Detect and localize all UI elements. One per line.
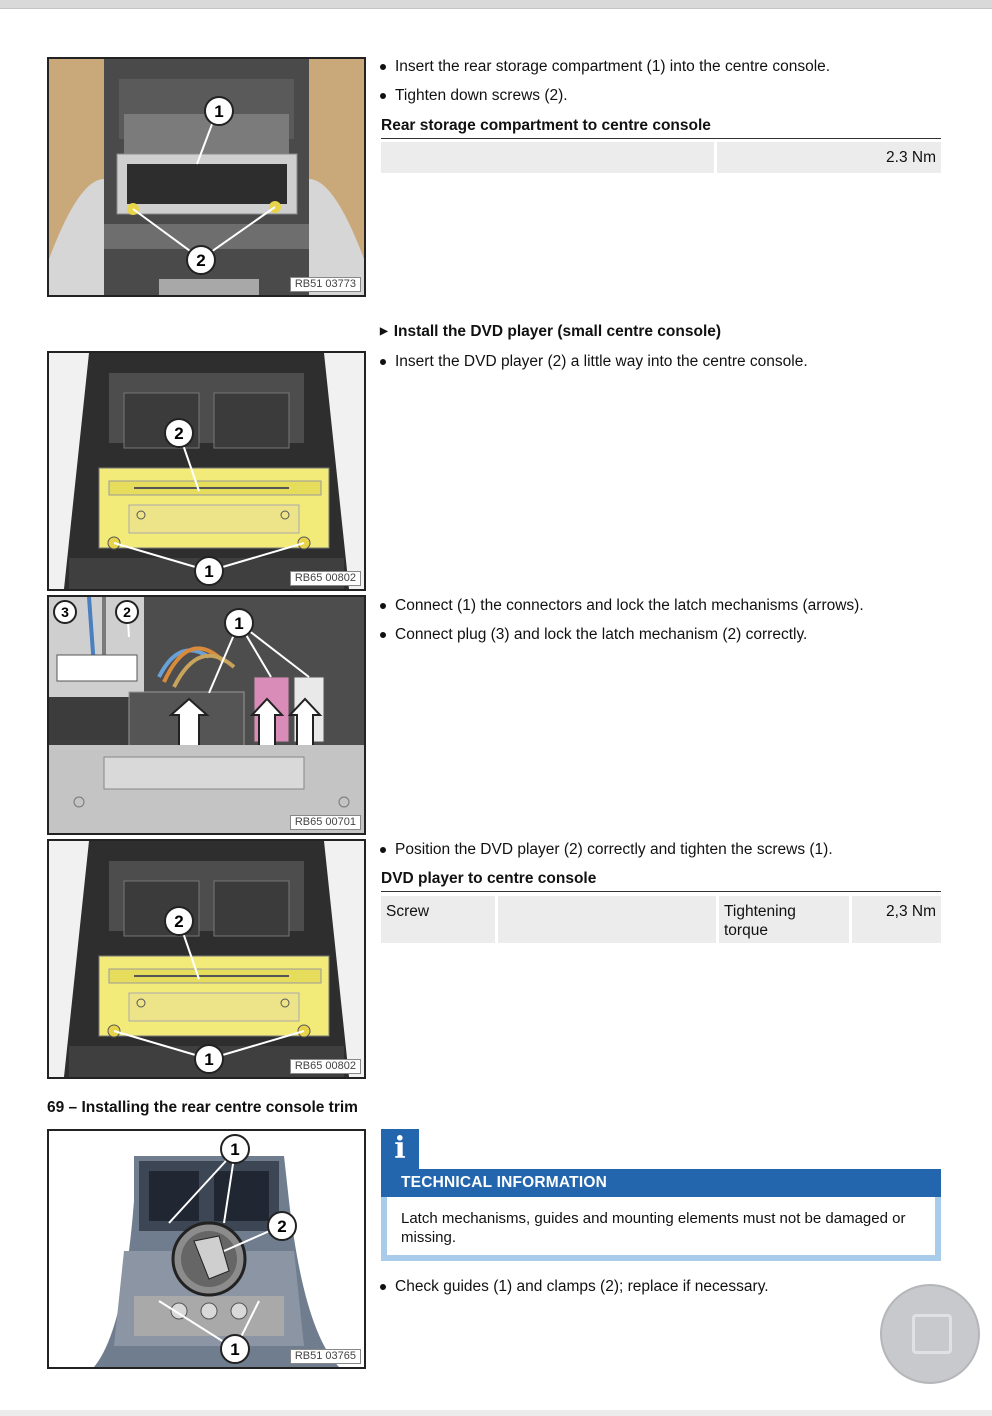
rear-storage-illustration (49, 59, 364, 295)
table-cell-label: Tightening torque (719, 896, 849, 943)
dvd-torque-table-title: DVD player to centre console (381, 869, 941, 892)
position-dvd-instructions (380, 840, 940, 859)
book-icon (912, 1314, 952, 1354)
technical-information-box (381, 1129, 941, 1262)
dvd-install-instructions (380, 352, 940, 371)
dvd-install-heading (380, 322, 721, 341)
callout-1-label: 1 (204, 562, 214, 581)
torque-value: 2.3 Nm (717, 142, 941, 173)
info-title: TECHNICAL INFORMATION (381, 1169, 941, 1197)
callout-3-label: 3 (61, 604, 69, 620)
figure-ref: RB65 00802 (290, 1059, 361, 1074)
callout-1-label: 1 (204, 1050, 214, 1069)
floating-action-button[interactable] (880, 1284, 980, 1384)
section-title: 69 – Installing the rear centre console trim (47, 1099, 358, 1116)
rear-storage-instructions (380, 57, 940, 105)
connectors-illustration (49, 597, 364, 833)
info-icon: i (381, 1129, 419, 1169)
connectors-instructions (380, 596, 940, 644)
figure-rear-storage (47, 57, 366, 297)
callout-1-label: 1 (214, 102, 224, 121)
trim-check-instructions (380, 1277, 940, 1296)
torque-table-title: Rear storage compartment to centre console (381, 116, 941, 139)
figure-ref: RB65 00802 (290, 571, 361, 586)
figure-console-trim (47, 1129, 366, 1369)
instruction-bullet: Check guides (1) and clamps (2); replace if necessary. (380, 1277, 940, 1296)
figure-ref: RB65 00701 (290, 815, 361, 830)
instruction-bullet: Connect (1) the connectors and lock the latch mechanisms (arrows). (380, 596, 940, 615)
torque-cell-empty (381, 142, 714, 173)
callout-2-label: 2 (196, 251, 206, 270)
table-cell-part: Screw (381, 896, 495, 943)
instruction-bullet: Tighten down screws (2). (380, 86, 940, 105)
table-cell-value: 2,3 Nm (852, 896, 941, 943)
callout-2-label: 2 (123, 604, 131, 620)
figure-ref: RB51 03773 (290, 277, 361, 292)
info-text: Latch mechanisms, guides and mounting elements must not be damaged or missing. (381, 1197, 941, 1261)
figure-ref: RB51 03765 (290, 1349, 361, 1364)
top-scroll-bar (0, 0, 992, 9)
instruction-bullet: Connect plug (3) and lock the latch mechanism (2) correctly. (380, 625, 940, 644)
torque-table (381, 142, 941, 173)
bottom-bar (0, 1410, 992, 1416)
dvd-position-illustration (49, 841, 364, 1077)
dvd-install-heading-text: Install the DVD player (small centre console) (393, 323, 722, 340)
callout-1-label: 1 (230, 1140, 240, 1159)
triangle-icon: ▶ (380, 326, 388, 337)
table-cell-empty (498, 896, 716, 943)
callout-2-label: 2 (277, 1217, 287, 1236)
instruction-bullet: Insert the rear storage compartment (1) into the centre console. (380, 57, 940, 76)
figure-connectors (47, 595, 366, 835)
callout-2-label: 2 (174, 912, 184, 931)
dvd-insert-illustration (49, 353, 364, 589)
callout-2-label: 2 (174, 424, 184, 443)
instruction-bullet: Insert the DVD player (2) a little way into the centre console. (380, 352, 940, 371)
figure-dvd-position (47, 839, 366, 1079)
dvd-torque-table (381, 896, 941, 943)
console-trim-illustration (49, 1131, 364, 1367)
callout-1-label: 1 (234, 614, 244, 633)
callout-1-label: 1 (230, 1340, 240, 1359)
instruction-bullet: Position the DVD player (2) correctly and tighten the screws (1). (380, 840, 940, 859)
figure-dvd-insert (47, 351, 366, 591)
